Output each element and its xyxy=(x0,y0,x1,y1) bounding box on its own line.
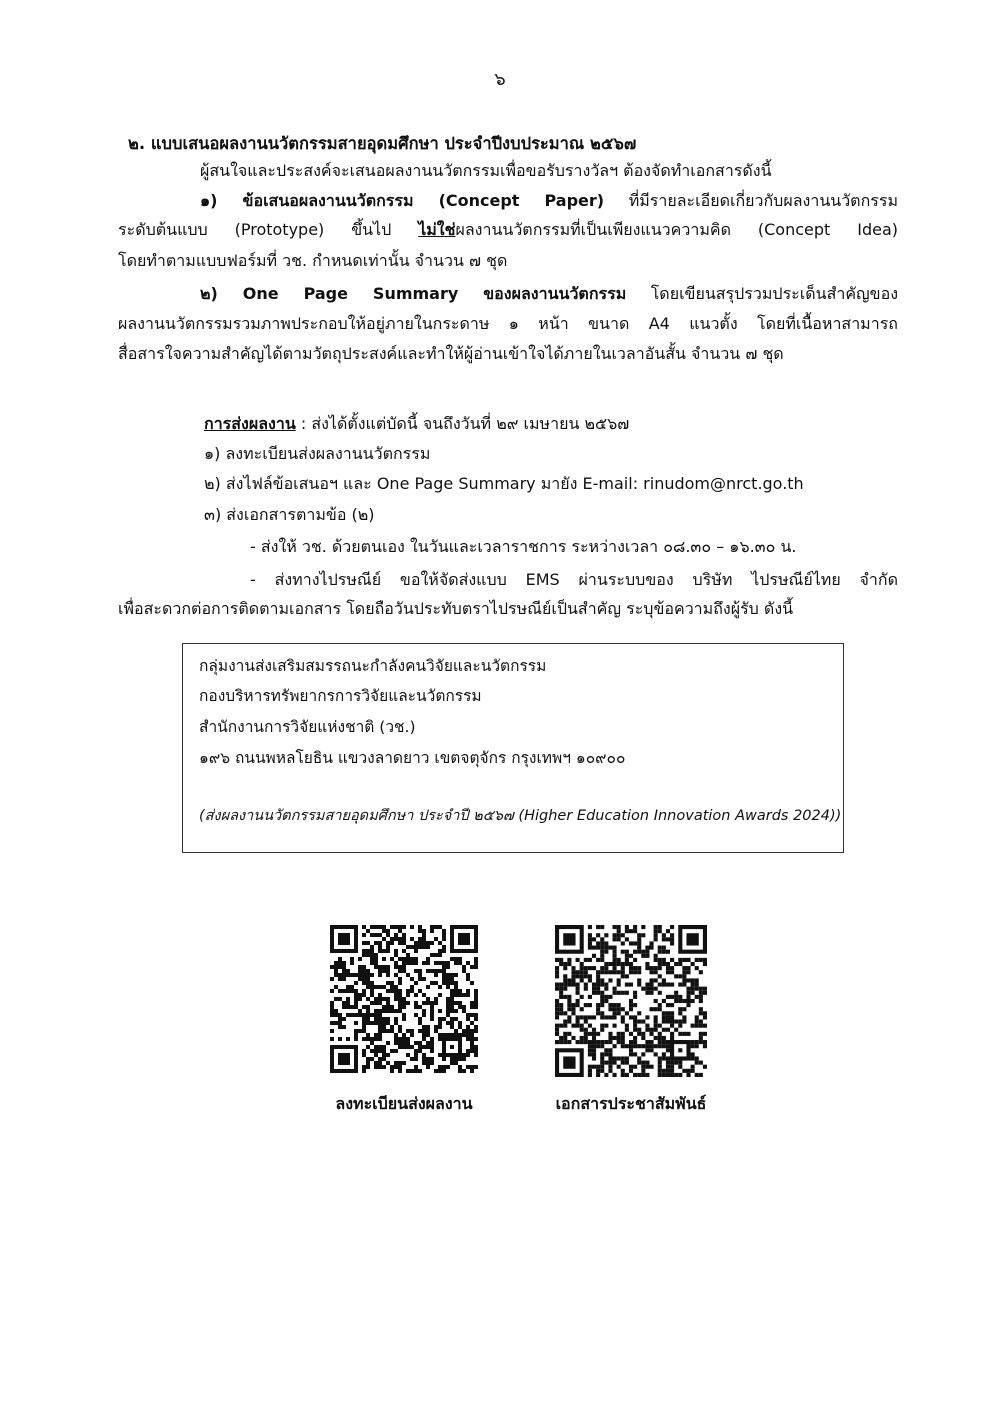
item2-line2: ผลงานนวัตกรรมรวมภาพประกอบให้อยู่ภายในกระดาษ ๑ หน้า ขนาด A4 แนวตั้ง โดยที่เนื้อหาสามารถ xyxy=(118,314,898,333)
submission-step-1: ๑) ลงทะเบียนส่งผลงานนวัตกรรม xyxy=(204,444,431,463)
page-number: ๖ xyxy=(494,69,506,90)
submission-label: การส่งผลงาน xyxy=(204,414,296,433)
qr-caption-registration: ลงทะเบียนส่งผลงาน xyxy=(335,1094,473,1113)
submission-heading xyxy=(204,411,629,437)
submission-step-2: ๒) ส่งไฟล์ข้อเสนอฯ และ One Page Summary มายัง E-mail: rinudom@nrct.go.th xyxy=(204,474,804,493)
submission-text: : ส่งได้ตั้งแต่บัดนี้ จนถึงวันที่ ๒๙ เมษายน ๒๕๖๗ xyxy=(295,414,630,433)
qr-code-icon xyxy=(330,925,478,1073)
item2-label: ๒) One Page Summary ของผลงานนวัตกรรม xyxy=(200,284,627,303)
item2-line1 xyxy=(200,281,898,307)
item1-label: ๑) ข้อเสนอผลงานนวัตกรรม (Concept Paper) xyxy=(200,191,605,210)
submission-step-3: ๓) ส่งเอกสารตามข้อ (๒) xyxy=(204,505,375,524)
section-intro: ผู้สนใจและประสงค์จะเสนอผลงานนวัตกรรมเพื่อขอรับรางวัลฯ ต้องจัดทำเอกสารดังนี้ xyxy=(200,161,772,180)
item2-line1-rest: โดยเขียนสรุปรวมประเด็นสำคัญของ xyxy=(626,284,899,303)
address-note: (ส่งผลงานนวัตกรรมสายอุดมศึกษา ประจำปี ๒๕๖๗ (Higher Education Innovation Awards 2024)) xyxy=(199,808,842,824)
address-line-4: ๑๙๖ ถนนพหลโยธิน แขวงลาดยาว เขตจตุจักร กรุงเทพฯ ๑๐๙๐๐ xyxy=(199,749,626,767)
address-line-1: กลุ่มงานส่งเสริมสมรรถนะกำลังคนวิจัยและนวัตกรรม xyxy=(199,657,547,675)
item1-line1-rest: ที่มีรายละเอียดเกี่ยวกับผลงานนวัตกรรม xyxy=(604,191,898,210)
qr-code-registration[interactable] xyxy=(330,925,480,1073)
address-box xyxy=(182,643,844,853)
qr-code-publicity[interactable] xyxy=(555,925,705,1077)
submission-sub-1: - ส่งให้ วช. ด้วยตนเอง ในวันและเวลาราชการ ระหว่างเวลา ๐๘.๓๐ – ๑๖.๓๐ น. xyxy=(250,537,797,556)
item1-line2 xyxy=(118,217,898,243)
item1-line3: โดยทำตามแบบฟอร์มที่ วช. กำหนดเท่านั้น จำนวน ๗ ชุด xyxy=(118,251,508,270)
item1-line2-a: ระดับต้นแบบ (Prototype) ขึ้นไป xyxy=(118,220,419,239)
item1-line2-b: ผลงานนวัตกรรมที่เป็นเพียงแนวความคิด (Concept Idea) xyxy=(455,220,898,239)
item1-line1 xyxy=(200,188,898,214)
address-line-3: สำนักงานการวิจัยแห่งชาติ (วช.) xyxy=(199,718,416,736)
item1-not-emphasis: ไม่ใช่ xyxy=(418,220,456,239)
qr-code-icon xyxy=(555,925,707,1077)
section-heading: ๒. แบบเสนอผลงานนวัตกรรมสายอุดมศึกษา ประจำปีงบประมาณ ๒๕๖๗ xyxy=(128,134,637,153)
submission-sub-2-line2: เพื่อสะดวกต่อการติดตามเอกสาร โดยถือวันประทับตราไปรษณีย์เป็นสำคัญ ระบุข้อความถึงผู้รับ ดังนี้ xyxy=(118,599,794,618)
qr-caption-publicity: เอกสารประชาสัมพันธ์ xyxy=(555,1094,707,1113)
item2-line3: สื่อสารใจความสำคัญได้ตามวัตถุประสงค์และทำให้ผู้อ่านเข้าใจได้ภายในเวลาอันสั้น จำนวน ๗ ชุด xyxy=(118,344,784,363)
submission-sub-2-line1: - ส่งทางไปรษณีย์ ขอให้จัดส่งแบบ EMS ผ่านระบบของ บริษัท ไปรษณีย์ไทย จำกัด xyxy=(250,570,898,589)
address-line-2: กองบริหารทรัพยากรการวิจัยและนวัตกรรม xyxy=(199,687,482,705)
